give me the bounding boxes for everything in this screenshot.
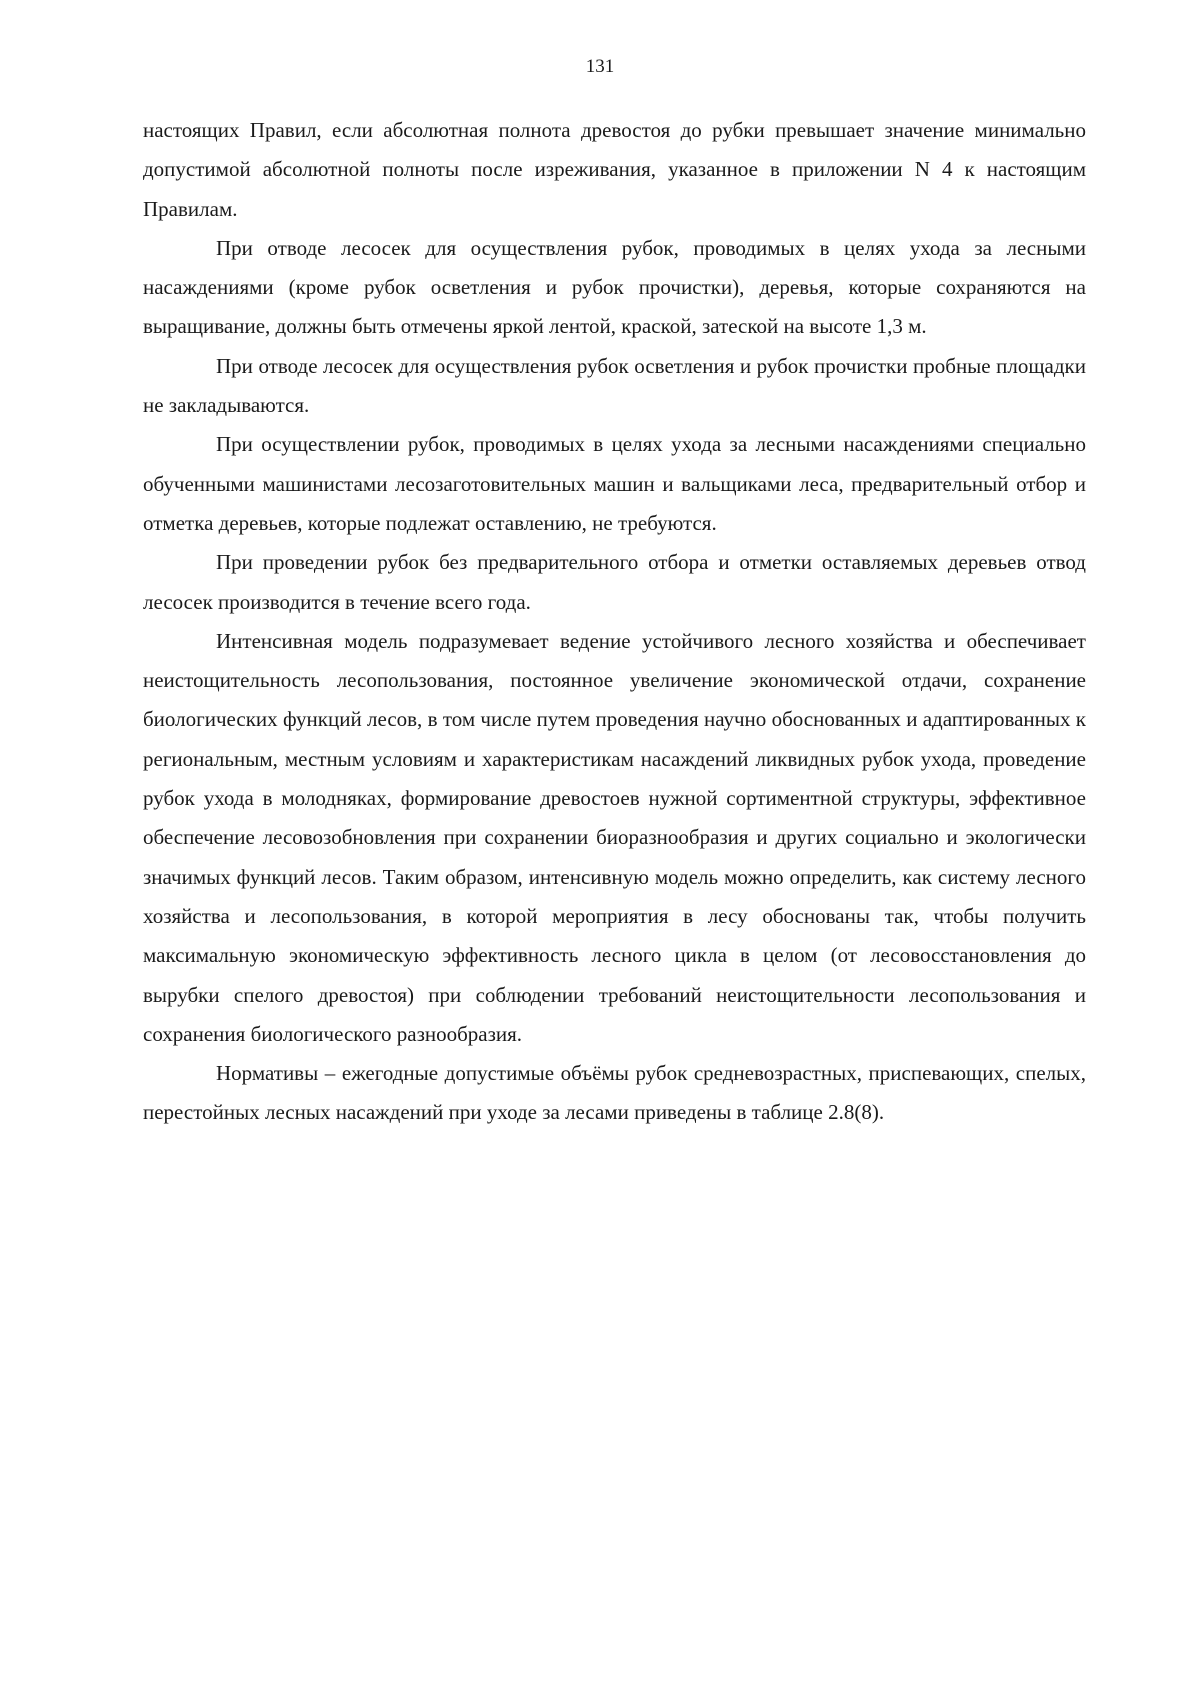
paragraph-allotment-timing: При проведении рубок без предварительного отбора и отметки оставляемых деревьев отвод лесосек производится в течение всего года.: [143, 550, 1086, 614]
page-number: 131: [585, 56, 615, 77]
paragraph-trained-operators: При осуществлении рубок, проводимых в целях ухода за лесными насаждениями специально обученными машинистами лесозаготовительных машин и вальщиками леса, предварительный отбор и отметка деревьев, которые подлежат оставлению, не требуются.: [143, 432, 1086, 535]
paragraph-standards: Нормативы – ежегодные допустимые объёмы рубок средневозрастных, приспевающих, спелых, перестойных лесных насаждений при уходе за лесами приведены в таблице 2.8(8).: [143, 1061, 1086, 1125]
paragraph-sample-plots: При отводе лесосек для осуществления рубок осветления и рубок прочистки пробные площадки не закладываются.: [143, 353, 1086, 418]
document-body: [143, 111, 1086, 1133]
paragraph-marking-trees: При отводе лесосек для осуществления рубок, проводимых в целях ухода за лесными насаждениями (кроме рубок осветления и рубок прочистки), деревья, которые сохраняются на выращивание, должны быть отмечены яркой лентой, краской, затеской на высоте 1,3 м.: [143, 235, 1086, 339]
paragraph-continuation: настоящих Правил, если абсолютная полнота древостоя до рубки превышает значение минимально допустимой абсолютной полноты после изреживания, указанное в приложении N 4 к настоящим Правилам.: [143, 118, 1086, 221]
paragraph-intensive-model: Интенсивная модель подразумевает ведение устойчивого лесного хозяйства и обеспечивает неистощительность лесопользования, постоянное увеличение экономической отдачи, сохранение биологических функций лесов, в том числе путем проведения научно обоснованных и адаптированных к региональным, местным условиям и характеристикам насаждений ликвидных рубок ухода, проведение рубок ухода в молодняках, формирование древостоев нужной сортиментной структуры, эффективное обеспечение лесовозобновления при сохранении биоразнообразия и других социально и экологически значимых функций лесов. Таким образом, интенсивную модель можно определить, как систему лесного хозяйства и лесопользования, в которой мероприятия в лесу обоснованы так, чтобы получить максимальную экономическую эффективность лесного цикла в целом (от лесовосстановления до вырубки спелого древостоя) при соблюдении требований неистощительности лесопользования и сохранения биологического разнообразия.: [143, 628, 1086, 1046]
